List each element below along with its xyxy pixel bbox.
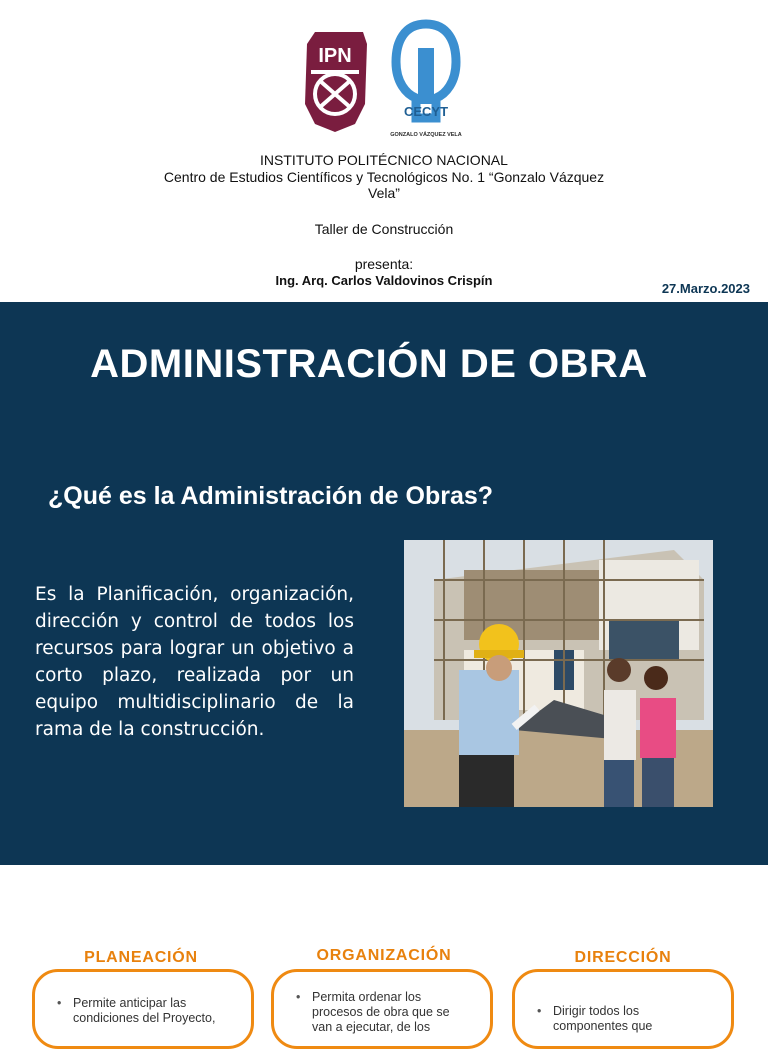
card-direccion [512, 969, 734, 1049]
author-name: Ing. Arq. Carlos Valdovinos Crispín [275, 273, 493, 288]
definition-text: Es la Planificación, organización, dirección y control de todos los recursos para lograr un objetivo a corto plazo, realizada por un equipo multidisciplinario de la rama de la construcción. [35, 584, 354, 740]
hero-section [0, 302, 768, 865]
cecyt-logo-caption: GONZALO VÁZQUEZ VELA [390, 132, 462, 138]
workshop-name: Taller de Construcción [314, 221, 454, 237]
card-list [515, 972, 731, 1034]
card-item: • Permite anticipar las condiciones del Proyecto, [57, 996, 233, 1026]
card-list [35, 972, 251, 1026]
institute-name: INSTITUTO POLITÉCNICO NACIONAL [260, 152, 508, 168]
logos-row [0, 18, 768, 146]
section-question: ¿Qué es la Administración de Obras? [48, 482, 494, 510]
card-item: • Permita ordenar los procesos de obra que se van a ejecutar, de los [296, 990, 472, 1035]
ipn-logo-icon [297, 24, 373, 134]
card-list [274, 972, 490, 1035]
cecyt-logo-text: CECYT [403, 104, 449, 119]
ipn-logo-text: IPN [318, 45, 352, 67]
card-title-organizacion: ORGANIZACIÓN [316, 947, 452, 964]
stages-section [0, 865, 768, 1034]
card-item: • Dirigir todos los componentes que [537, 1004, 713, 1034]
slide-header [0, 0, 768, 300]
center-name: Centro de Estudios Científicos y Tecnológicos No. 1 “Gonzalo Vázquez Vela” [163, 169, 605, 201]
construction-site-photo [404, 540, 713, 807]
card-title-planeacion: PLANEACIÓN [84, 949, 198, 966]
construction-photo-illustration [404, 540, 713, 807]
presents-label: presenta: [354, 256, 414, 272]
page-title: ADMINISTRACIÓN DE OBRA [90, 342, 648, 386]
card-planeacion [32, 969, 254, 1049]
slide-date: 27.Marzo.2023 [661, 281, 750, 296]
cecyt-logo-icon [390, 18, 462, 144]
card-title-direccion: DIRECCIÓN [574, 949, 672, 966]
card-organizacion [271, 969, 493, 1049]
